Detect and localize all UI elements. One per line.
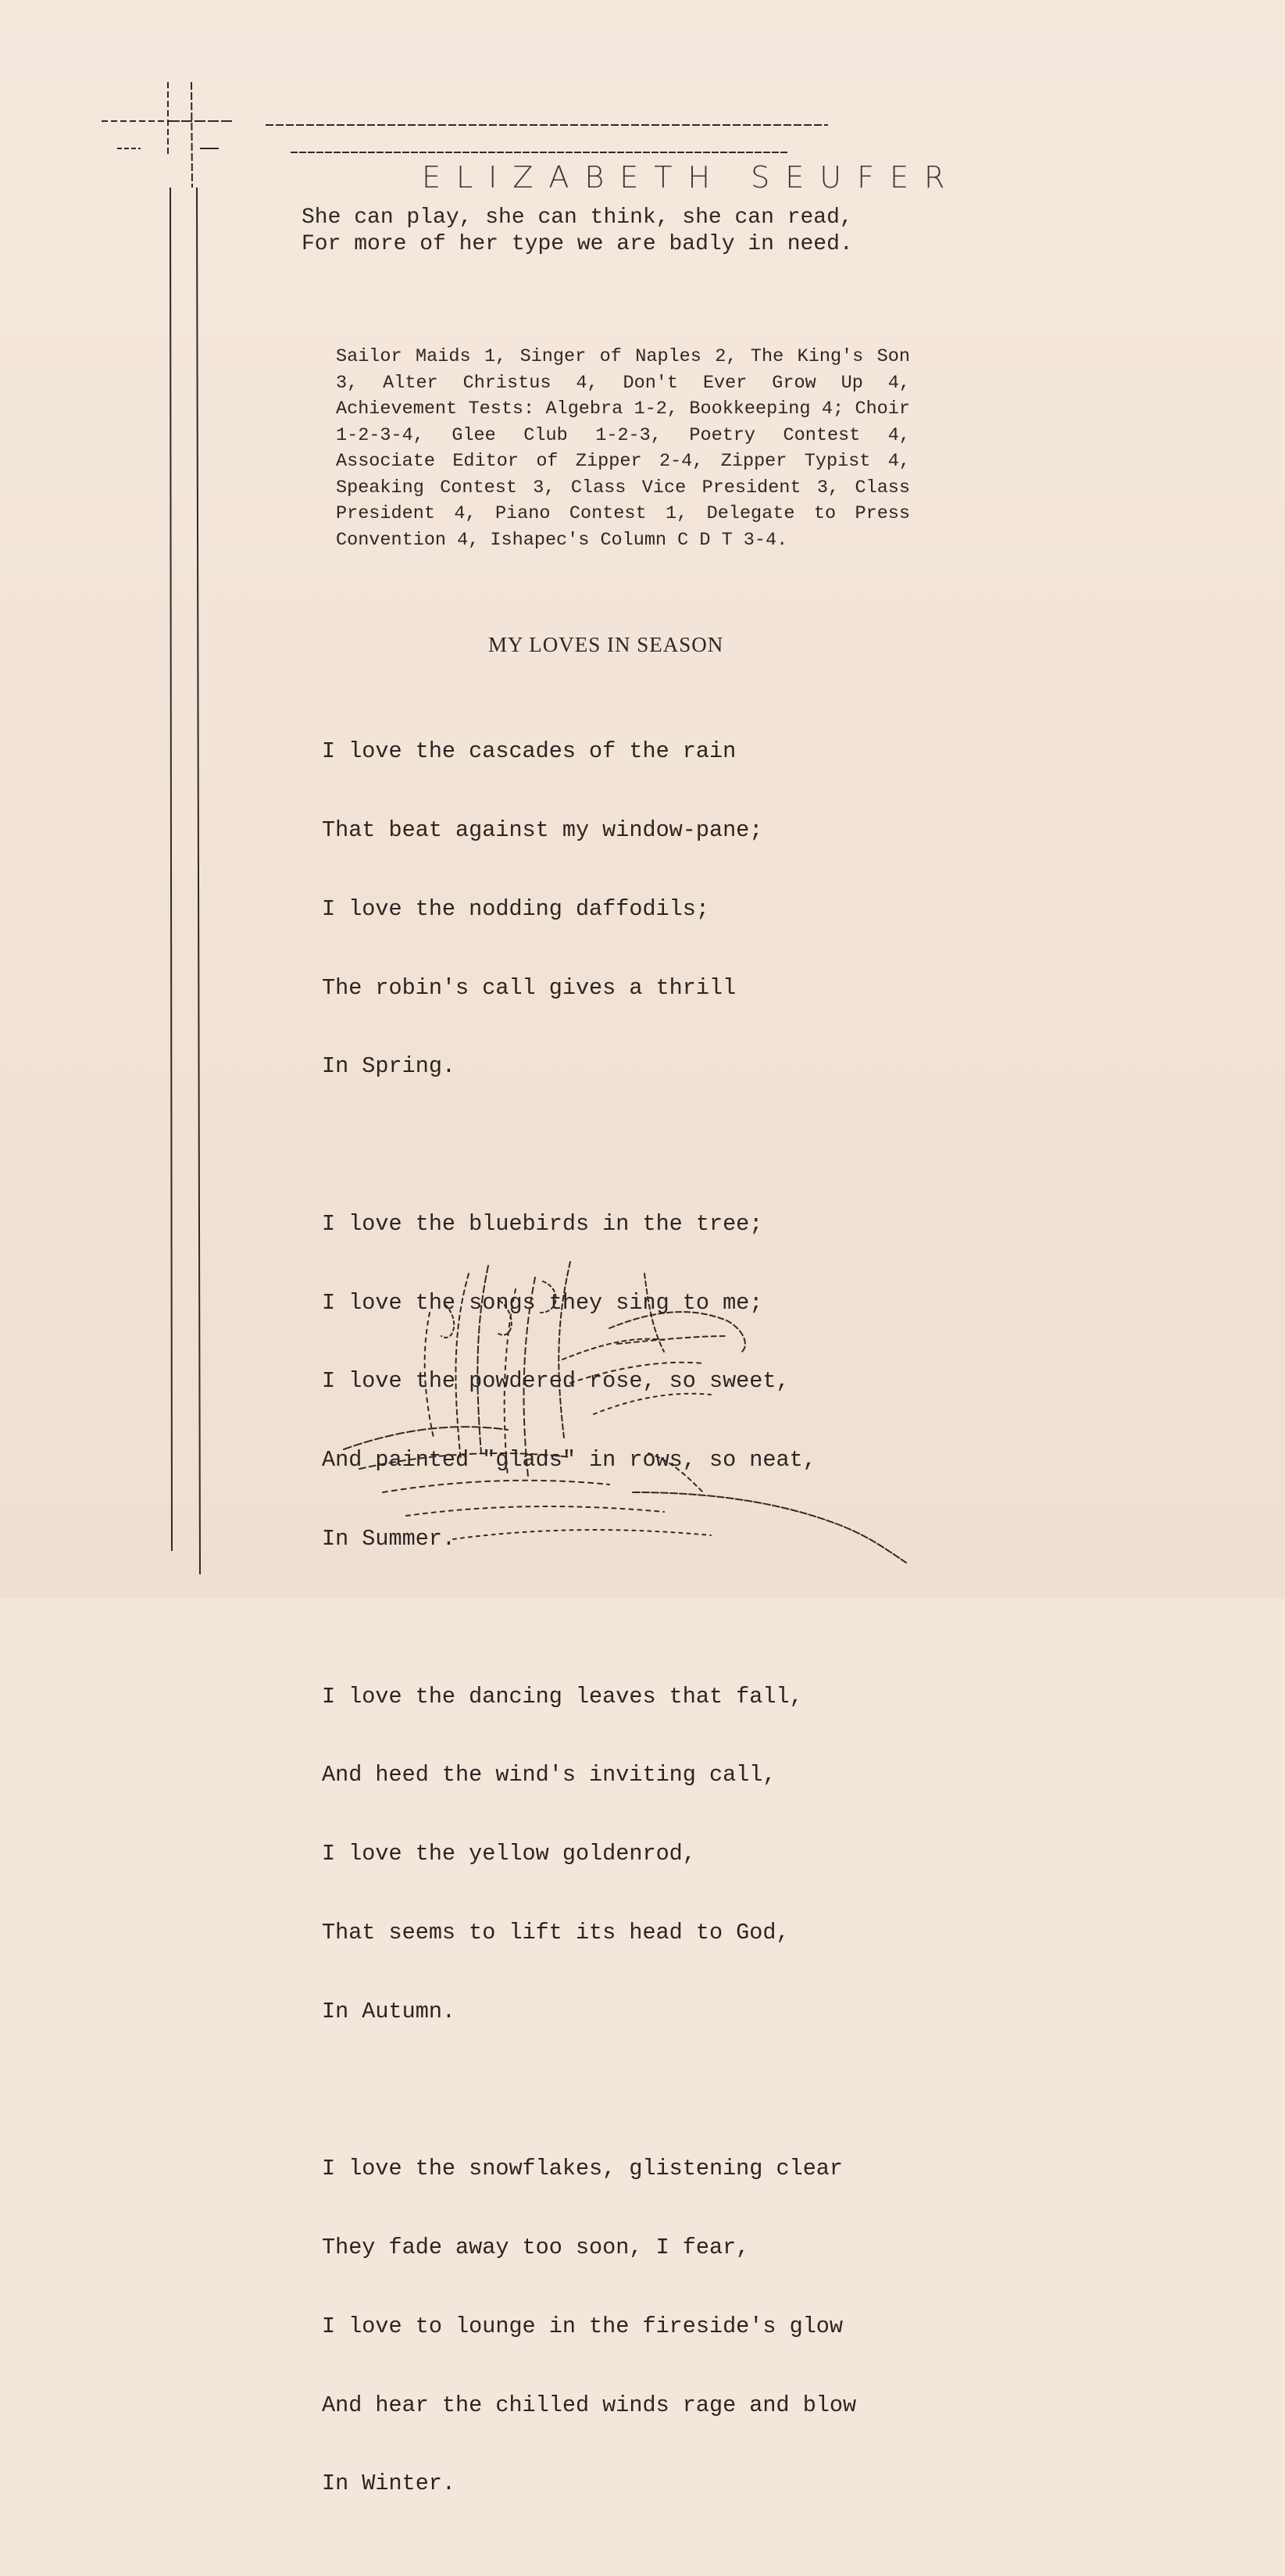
poem-title: MY LOVES IN SEASON: [488, 633, 724, 656]
poem-line: I love the dancing leaves that fall,: [322, 1683, 803, 1710]
reeds-sketch-illustration: [336, 1258, 945, 1570]
couplet-line: For more of her type we are badly in need.: [302, 232, 853, 256]
poem: [322, 686, 856, 2576]
poem-line: I love to lounge in the fireside's glow: [322, 2313, 844, 2339]
poem-line: I love the bluebirds in the tree;: [322, 1210, 763, 1237]
poem-stanza-autumn: [322, 1631, 856, 2077]
couplet: [302, 205, 853, 258]
poem-line: I love the cascades of the rain: [322, 738, 737, 765]
poem-line: In Spring.: [322, 1053, 456, 1080]
poem-line: And hear the chilled winds rage and blow: [322, 2392, 857, 2418]
couplet-line: She can play, she can think, she can read,: [302, 205, 853, 230]
activities-list: Sailor Maids 1, Singer of Naples 2, The King's Son 3, Alter Christus 4, Don't Ever Grow Up 4, Achievement Tests: Algebra 1-2, Bookkeeping 4; Choir 1-2-3-4, Glee Club 1-2-3, Poetry Contest 4, Associate Editor of Zipper 2-4, Zipper Typist 4, Speaking Contest 3, Class Vice President 3, Class President 4, Piano Contest 1, Delegate to Press Convention 4, Ishapec's Column C D T 3-4.: [336, 346, 910, 551]
poem-line: And heed the wind's inviting call,: [322, 1762, 776, 1788]
poem-line: In Autumn.: [322, 1998, 456, 2024]
poem-line: The robin's call gives a thrill: [322, 974, 737, 1001]
poem-stanza-winter: [322, 2103, 856, 2549]
poem-line: That seems to lift its head to God,: [322, 1919, 790, 1945]
poem-line: I love the yellow goldenrod,: [322, 1841, 696, 1867]
poem-line: I love the powdered rose, so sweet,: [322, 1368, 790, 1395]
poem-line: In Winter.: [322, 2471, 456, 2497]
poem-line: In Summer.: [322, 1526, 456, 1552]
poem-line: I love the nodding daffodils;: [322, 895, 709, 922]
poem-line: That beat against my window-pane;: [322, 816, 763, 843]
poem-line: I love the songs they sing to me;: [322, 1289, 763, 1316]
poem-line: I love the snowflakes, glistening clear: [322, 2156, 844, 2182]
student-name-heading: ELIZABETH SEUFER: [422, 160, 961, 195]
poem-line: They fade away too soon, I fear,: [322, 2235, 750, 2261]
poem-stanza-spring: [322, 686, 856, 1132]
poem-line: And painted "glads" in rows, so neat,: [322, 1447, 816, 1474]
